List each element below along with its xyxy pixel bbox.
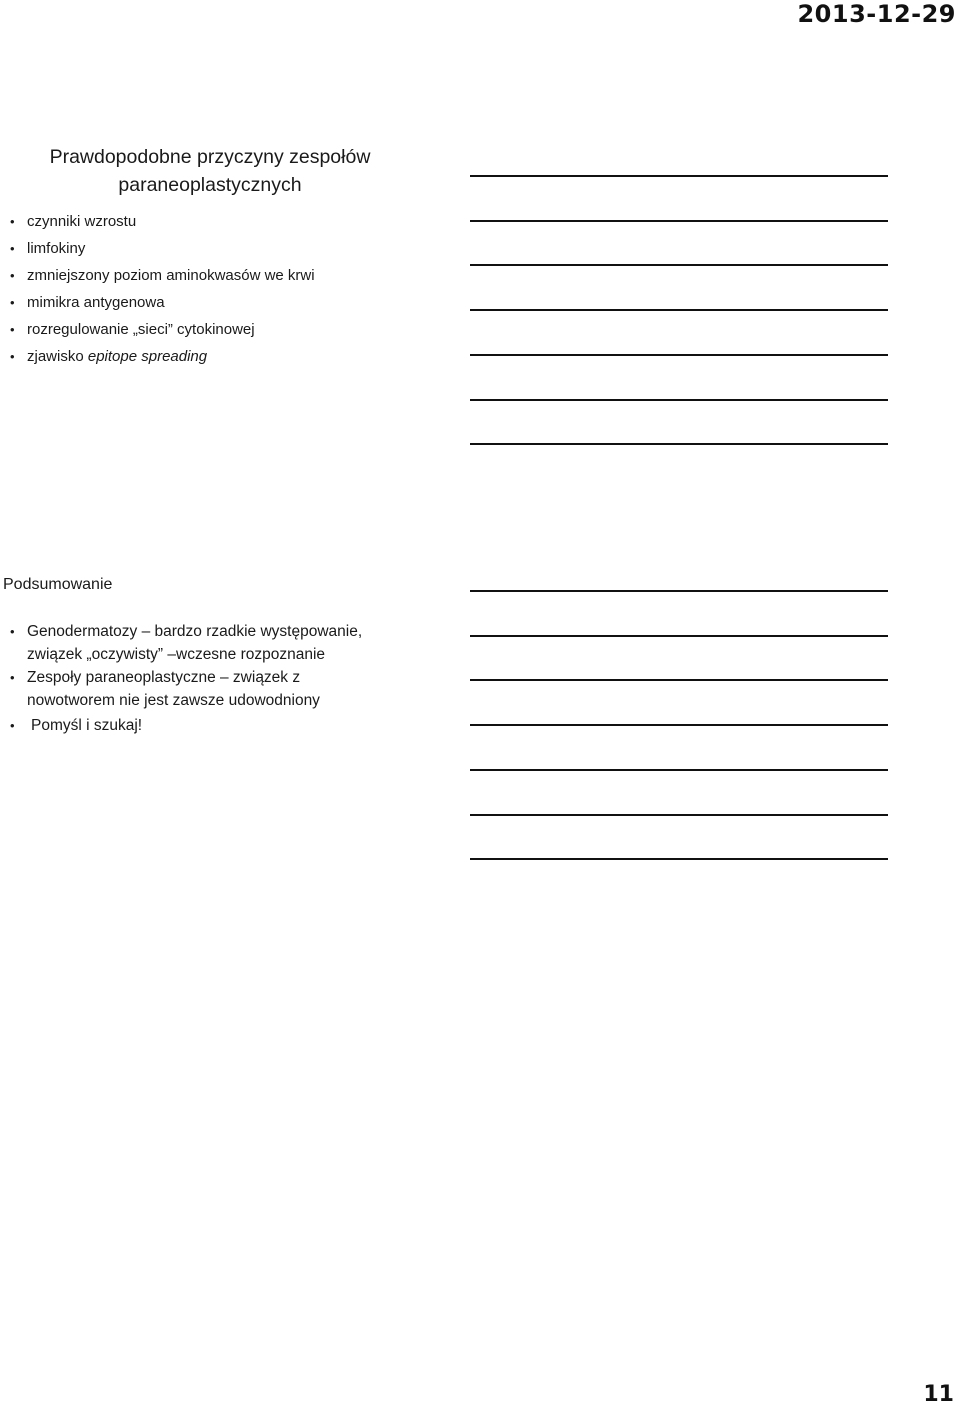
list-item-text: mimikra antygenowa (27, 294, 165, 311)
slide-2-bullet-list (0, 621, 440, 738)
list-item-text: Pomyśl i szukaj! (31, 717, 143, 734)
note-line (470, 443, 888, 445)
note-line (470, 354, 888, 356)
page-number: 11 (923, 1382, 954, 1407)
note-line (470, 220, 888, 222)
list-item-text: limfokiny (27, 240, 86, 257)
note-line (470, 635, 888, 637)
list-item (0, 715, 391, 738)
bullet-icon: • (10, 322, 15, 337)
slide-1-bullet-list (0, 208, 440, 370)
print-date: 2013-12-29 (797, 0, 956, 28)
list-item (0, 208, 440, 235)
slide-1-title-line-2: paraneoplastycznych (118, 174, 302, 196)
note-line (470, 724, 888, 726)
note-line (470, 264, 888, 266)
list-item (0, 621, 387, 666)
slide-1-title-line-1: Prawdopodobne przyczyny zespołów (49, 146, 371, 168)
list-item (0, 235, 440, 262)
bullet-icon: • (10, 295, 15, 310)
bullet-icon: • (10, 349, 15, 364)
list-item (0, 343, 440, 370)
slide-2-title: Podsumowanie (3, 576, 113, 593)
note-line (470, 679, 888, 681)
list-item-italic-text: epitope spreading (87, 348, 208, 365)
bullet-icon: • (10, 214, 15, 229)
note-line (470, 814, 888, 816)
list-item-text: Zespoły paraneoplastyczne – związek z nowotworem nie jest zawsze udowodniony (27, 669, 320, 709)
bullet-icon: • (10, 624, 15, 639)
bullet-icon: • (10, 670, 15, 685)
list-item-text: zjawisko (27, 348, 88, 365)
list-item (0, 262, 440, 289)
note-line (470, 175, 888, 177)
bullet-icon: • (10, 718, 15, 733)
list-item (0, 316, 440, 343)
slide-1-title (0, 143, 390, 199)
list-item (0, 289, 440, 316)
bullet-icon: • (10, 241, 15, 256)
bullet-icon: • (10, 268, 15, 283)
list-item-text: Genodermatozy – bardzo rzadkie występowanie, związek „oczywisty” –wczesne rozpoznanie (27, 623, 363, 663)
list-item-text: czynniki wzrostu (27, 213, 137, 230)
note-line (470, 590, 888, 592)
note-line (470, 769, 888, 771)
list-item (0, 667, 387, 712)
list-item-text: zmniejszony poziom aminokwasów we krwi (27, 267, 315, 284)
list-item-text: rozregulowanie „sieci” cytokinowej (27, 321, 255, 338)
note-line (470, 858, 888, 860)
note-line (470, 309, 888, 311)
slide-2 (0, 572, 440, 739)
note-line (470, 399, 888, 401)
slide-1 (0, 143, 440, 370)
